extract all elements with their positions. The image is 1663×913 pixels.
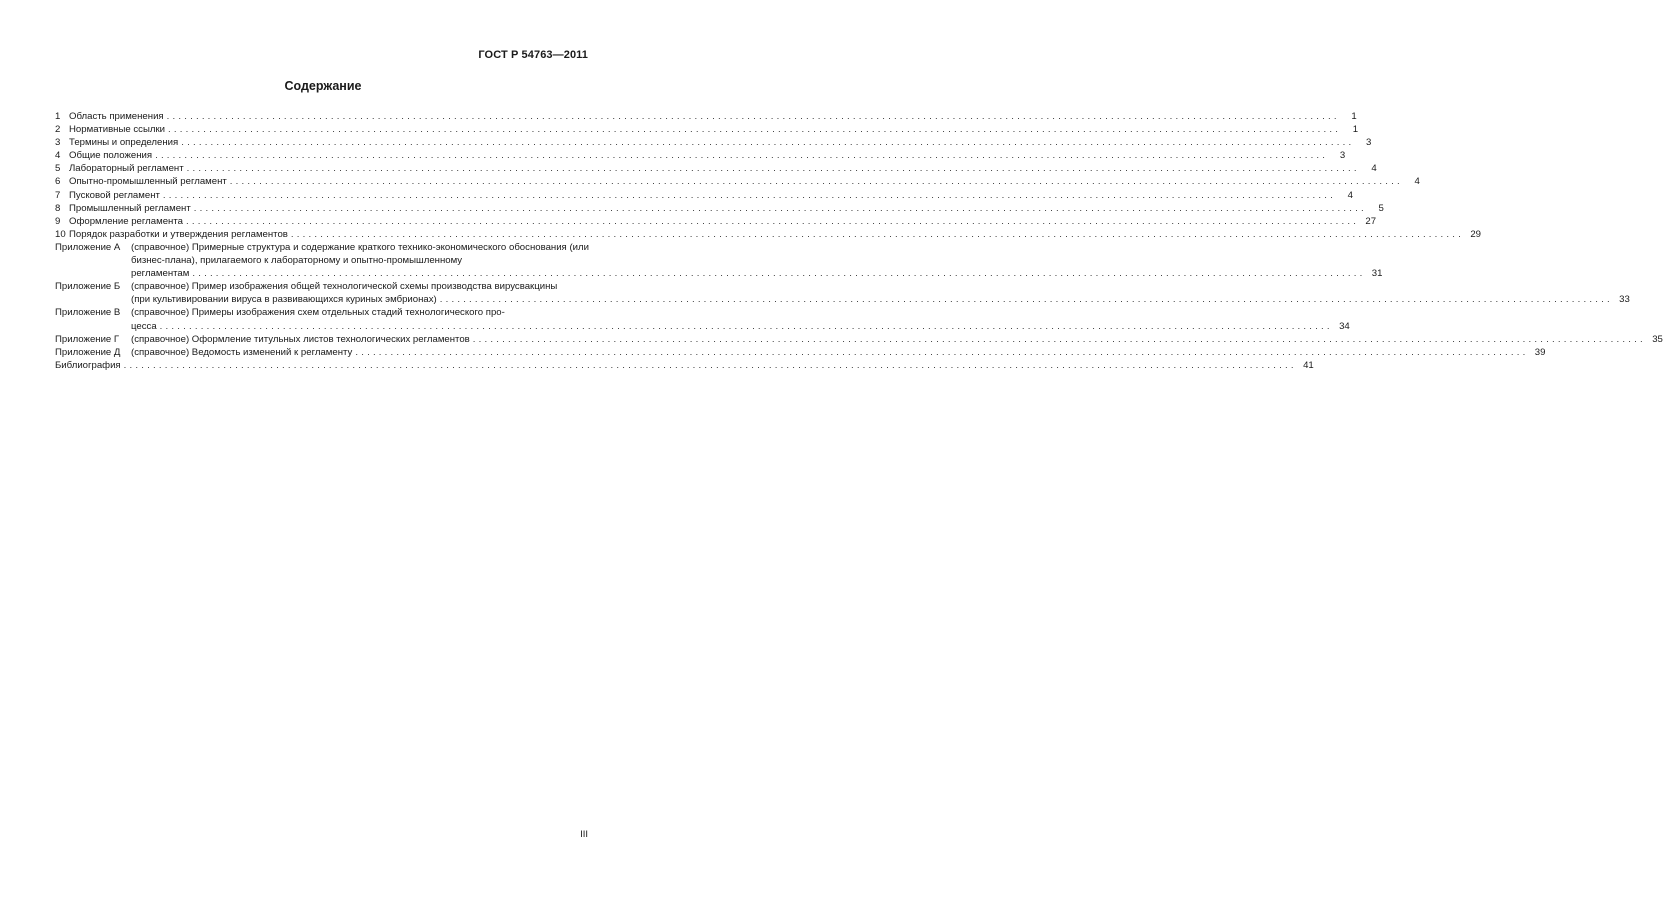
dot-leader: ........................................................................................................................................................................................................ [181,137,1355,149]
toc-entry-title: Область применения [69,111,164,122]
toc-entry-label: 1 [55,111,61,122]
toc-entry[interactable] [55,149,1346,162]
toc-entry[interactable] [55,123,1359,136]
toc-entry-label: Библиография [55,359,121,371]
toc-entry-label: Приложение В [55,307,121,319]
toc-entry[interactable] [55,162,1377,175]
toc-entry-page: 29 [1470,228,1481,240]
dot-leader: ........................................................................................................................................................................................................ [229,176,1403,188]
toc-entry-label: 8 [55,202,61,214]
toc-entry-title: (справочное) Ведомость изменений к регламенту [131,346,353,358]
toc-entry-page: 39 [1534,346,1546,358]
toc-entry-title: Оформление регламента [69,215,183,227]
dot-leader: ........................................................................................................................................................................................................ [193,202,1367,214]
dot-leader: ........................................................................................................................................................................................................ [355,346,1529,358]
page-number: III [580,829,588,840]
dot-leader: ........................................................................................................................................................................................................ [439,294,1613,306]
toc-entry-title: Порядок разработки и утверждения регламентов [69,228,288,240]
dot-leader: ........................................................................................................................................................................................................ [162,189,1336,201]
toc-entry-title: регламентам [131,268,190,280]
toc-entry[interactable] [55,136,1372,149]
toc-entry-title: Лабораторный регламент [69,163,184,175]
toc-entry-title: Нормативные ссылки [69,124,166,136]
toc-entry-text: (справочное) Пример изображения общей технологической схемы производства вирусвакцины [131,281,558,293]
toc-entry-page: 35 [1652,333,1663,345]
toc-entry-label: 6 [55,176,61,188]
toc-entry-page: 27 [1365,215,1377,227]
toc-entry-label: Приложение А [55,241,121,253]
toc-entry-label: 10 [55,228,66,240]
toc-entry-title: (при культивировании вируса в развивающихся куриных эмбрионах) [131,294,437,306]
toc-entry-page: 4 [1371,163,1377,175]
toc-entry-label: 2 [55,124,61,136]
toc-entry-page: 33 [1619,294,1630,306]
dot-leader: ........................................................................................................................................................................................................ [166,111,1340,122]
toc-entry[interactable] [55,359,1314,372]
toc-entry-label: 9 [55,215,61,227]
toc-entry[interactable] [55,202,1384,215]
dot-leader: ........................................................................................................................................................................................................ [186,163,1360,175]
toc-entry-page: 3 [1365,137,1372,149]
toc-entry-text: (справочное) Примерные структура и содержание краткого технико-экономического обоснования (или бизнес-плана), прилагаемого к лабораторному и опытно-промышленному [131,241,589,267]
dot-leader: ........................................................................................................................................................................................................ [159,320,1333,332]
dot-leader: ........................................................................................................................................................................................................ [192,268,1366,280]
toc-entry[interactable] [55,241,1383,280]
toc-entry-title: Опытно-промышленный регламент [69,176,227,188]
toc-entry-label: Приложение Б [55,281,121,293]
toc-entry-page: 1 [1352,124,1359,136]
toc-entry-page: 4 [1347,189,1353,201]
toc-entry[interactable] [55,110,1357,123]
page-title: Содержание [284,79,362,93]
toc-entry-label: 5 [55,163,61,175]
dot-leader: ........................................................................................................................................................................................................ [472,333,1646,345]
dot-leader: ........................................................................................................................................................................................................ [123,359,1297,371]
toc-entry-label: 4 [55,150,61,162]
document-code-header: ГОСТ Р 54763—2011 [478,49,588,61]
toc-entry-title: Общие положения [69,150,153,162]
toc-entry-label: 7 [55,189,61,201]
toc-entry-page: 41 [1303,359,1314,371]
toc-entry-page: 31 [1371,268,1383,280]
toc-entry-page: 3 [1339,150,1346,162]
toc-entry-title: Пусковой регламент [69,189,160,201]
toc-entry[interactable] [55,228,1481,241]
toc-entry-title: Термины и определения [69,137,179,149]
toc-entry-title: Промышленный регламент [69,202,191,214]
toc-entry-label: 3 [55,137,61,149]
toc-entry-page: 4 [1414,176,1420,188]
dot-leader: ........................................................................................................................................................................................................ [168,124,1342,136]
toc-entry[interactable] [55,346,1546,359]
table-of-contents [55,110,1663,372]
toc-entry-label: Приложение Д [55,346,121,358]
toc-entry[interactable] [55,175,1420,188]
toc-entry-page: 1 [1351,111,1357,122]
toc-entry-page: 5 [1378,202,1384,214]
toc-entry[interactable] [55,280,1630,306]
toc-entry-page: 34 [1339,320,1350,332]
dot-leader: ........................................................................................................................................................................................................ [290,228,1464,240]
toc-entry[interactable] [55,306,1350,332]
toc-entry-label: Приложение Г [55,333,120,345]
toc-entry-title: цесса [131,320,157,332]
toc-entry-title: (справочное) Оформление титульных листов технологических регламентов [131,333,470,345]
dot-leader: ........................................................................................................................................................................................................ [155,150,1329,162]
toc-entry[interactable] [55,189,1353,202]
toc-entry[interactable] [55,215,1377,228]
toc-entry[interactable] [55,333,1663,346]
dot-leader: ........................................................................................................................................................................................................ [185,215,1360,227]
toc-entry-text: (справочное) Примеры изображения схем отдельных стадий технологического про- [131,307,505,319]
